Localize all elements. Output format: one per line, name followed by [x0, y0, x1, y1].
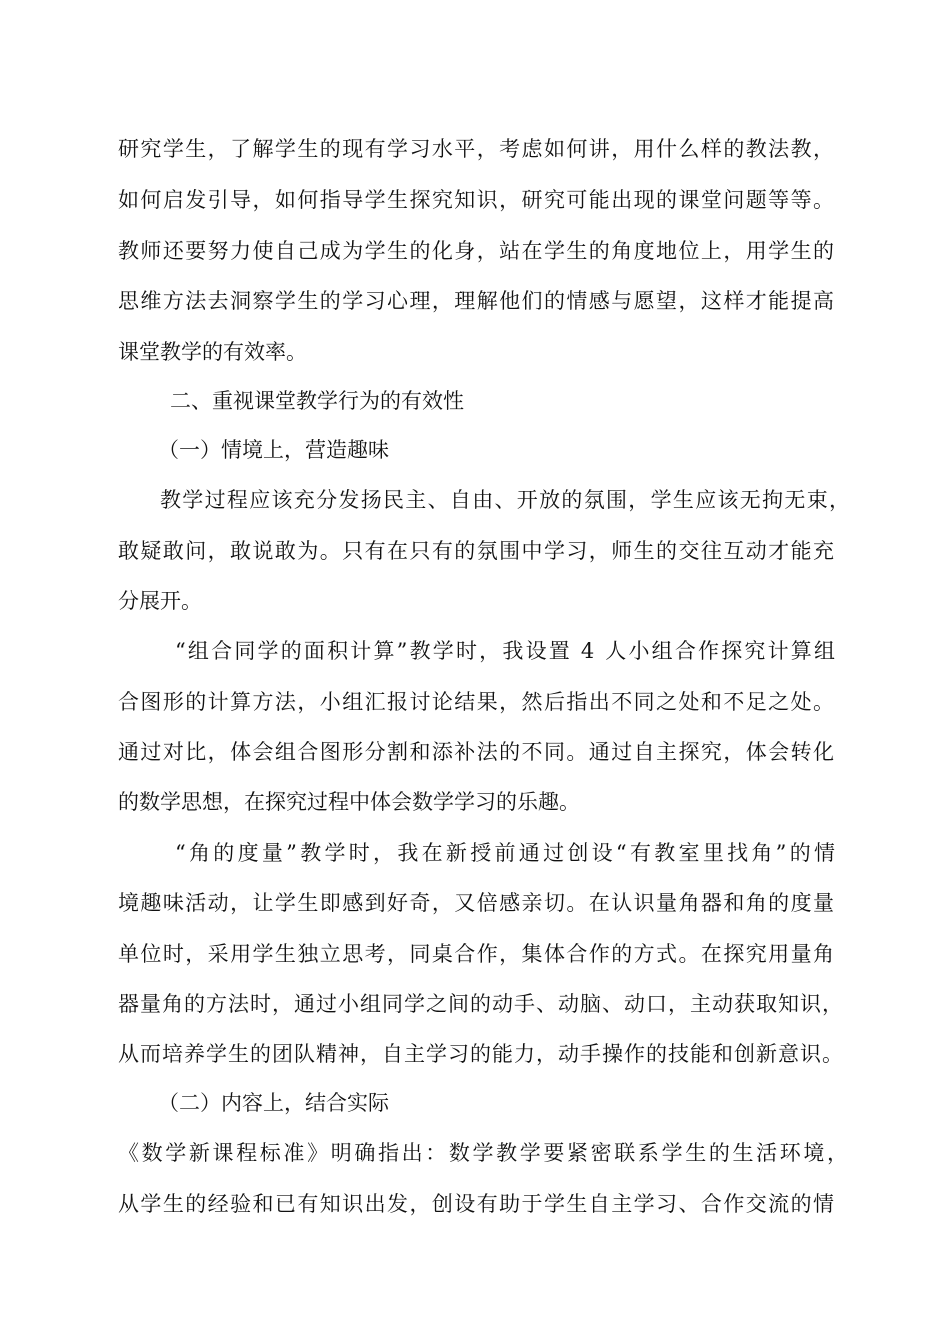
body-text-line: 从而培养学生的团队精神，自主学习的能力，动手操作的技能和创新意识。	[118, 1042, 844, 1066]
body-text-line: 器量角的方法时，通过小组同学之间的动手、动脑、动口，主动获取知识，	[118, 992, 844, 1016]
body-text-line: 教师还要努力使自己成为学生的化身，站在学生的角度地位上，用学生的	[118, 239, 836, 263]
body-text-line: 教学过程应该充分发扬民主、自由、开放的氛围，学生应该无拘无束，	[160, 488, 852, 512]
body-text-line: “角的度量”教学时，我在新授前通过创设“有教室里找角”的情	[175, 841, 839, 865]
subsection-heading: （二）内容上，结合实际	[158, 1091, 389, 1115]
body-text-line: 思维方法去洞察学生的学习心理，理解他们的情感与愿望，这样才能提高	[118, 289, 836, 313]
body-text-line: 分展开。	[118, 589, 202, 613]
body-text-line: “组合同学的面积计算”教学时，我设置 4 人小组合作探究计算组	[175, 639, 838, 663]
subsection-heading: （一）情境上，营造趣味	[158, 438, 389, 462]
body-text-line: 合图形的计算方法，小组汇报讨论结果，然后指出不同之处和不足之处。	[118, 690, 836, 714]
body-text-line: 课堂教学的有效率。	[118, 340, 307, 364]
body-text-line: 通过对比，体会组合图形分割和添补法的不同。通过自主探究，体会转化	[118, 740, 836, 764]
body-text-line: 敢疑敢问，敢说敢为。只有在只有的氛围中学习，师生的交往互动才能充	[118, 539, 836, 563]
body-text-line: 如何启发引导，如何指导学生探究知识，研究可能出现的课堂问题等等。	[118, 188, 836, 212]
body-text-line: 从学生的经验和已有知识出发，创设有助于学生自主学习、合作交流的情	[118, 1192, 836, 1216]
body-text-line: 境趣味活动，让学生即感到好奇，又倍感亲切。在认识量角器和角的度量	[118, 891, 836, 915]
body-text-line: 研究学生，了解学生的现有学习水平，考虑如何讲，用什么样的教法教，	[118, 137, 836, 161]
body-text-line: 单位时，采用学生独立思考，同桌合作，集体合作的方式。在探究用量角	[118, 942, 836, 966]
body-text-line: 的数学思想，在探究过程中体会数学学习的乐趣。	[118, 790, 580, 814]
body-text-line: 《数学新课程标准》明确指出：数学教学要紧密联系学生的生活环境，	[118, 1141, 851, 1165]
section-heading: 二、重视课堂教学行为的有效性	[170, 389, 464, 413]
